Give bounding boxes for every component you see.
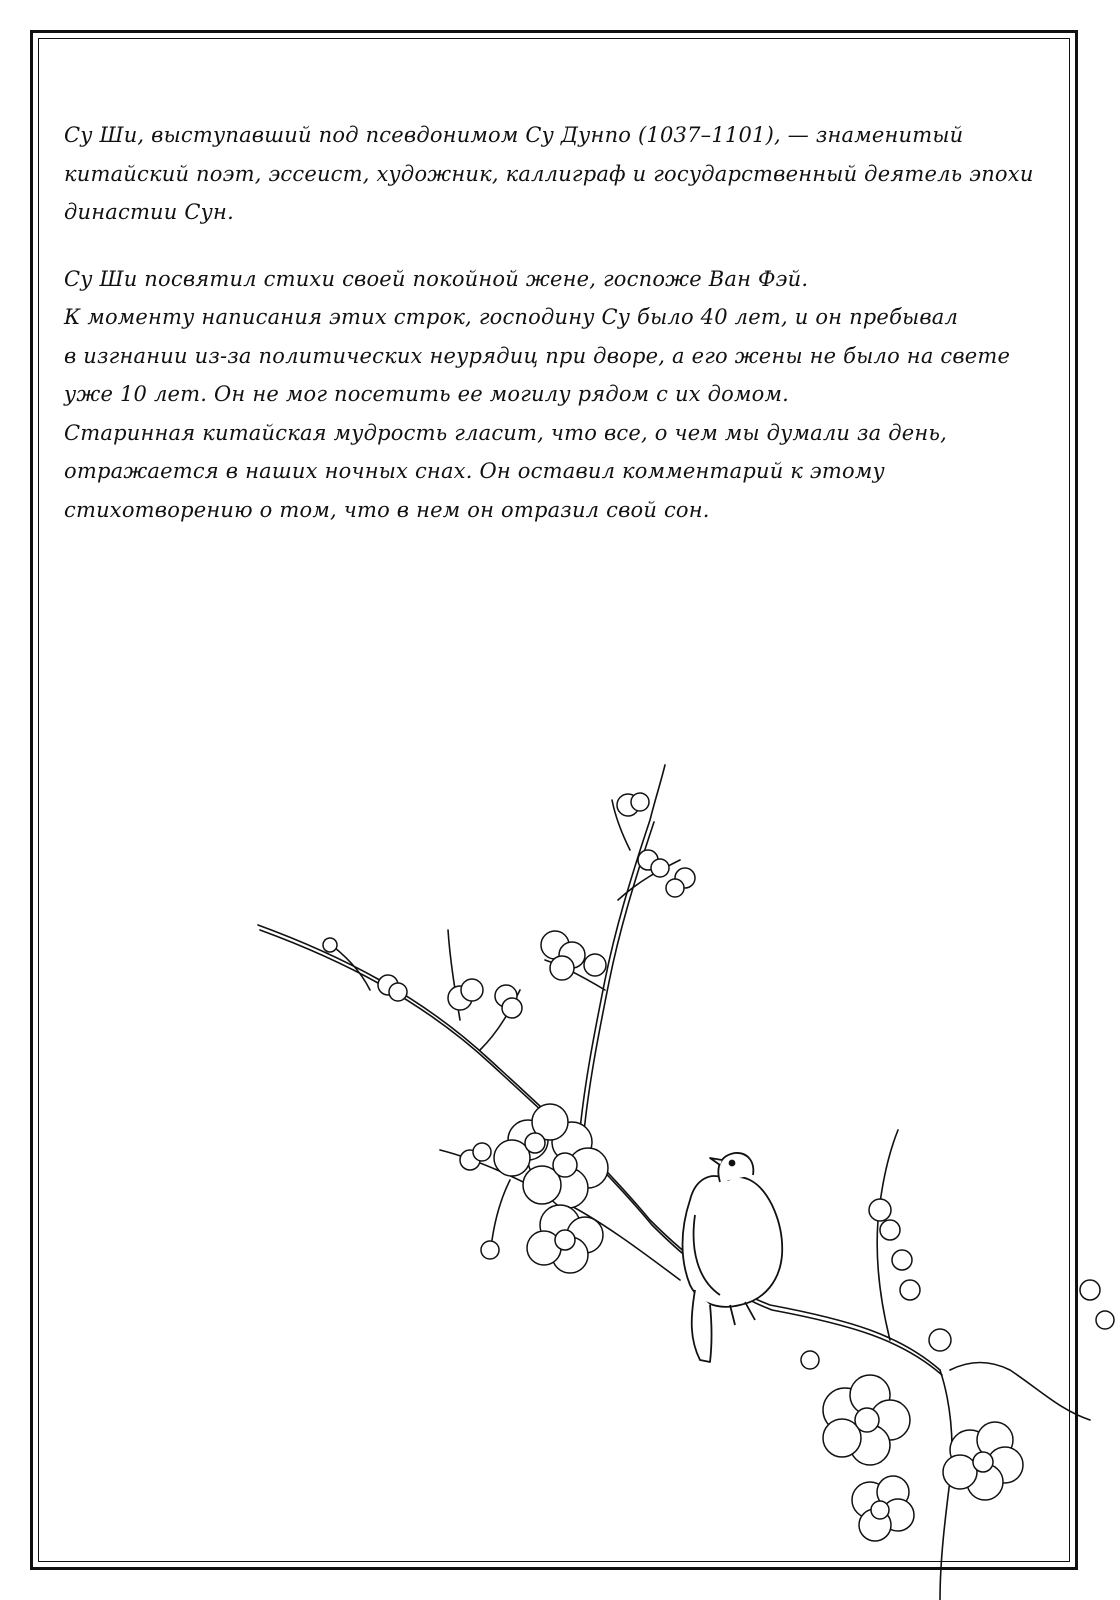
paragraph-2-line-4: уже 10 лет. Он не мог посетить ее могилу рядом с их домом. bbox=[64, 382, 789, 406]
paragraph-2-line-1: Су Ши посвятил стихи своей покойной жене, госпоже Ван Фэй. bbox=[64, 266, 809, 291]
right-branch-3 bbox=[950, 1363, 1090, 1421]
plum-blossom-svg bbox=[250, 760, 1120, 1600]
paragraph-2-line-2: К моменту написания этих строк, господину Су было 40 лет, и он пребывал bbox=[64, 305, 959, 329]
blossom-right-upper bbox=[801, 1199, 1114, 1369]
paragraph-2-line-5: Старинная китайская мудрость гласит, что все, о чем мы думали за день, bbox=[64, 420, 947, 445]
bird-head bbox=[718, 1153, 753, 1182]
paragraph-gap bbox=[64, 232, 1024, 260]
blossom-top bbox=[617, 793, 695, 897]
blossom-cluster-right-1 bbox=[823, 1375, 910, 1465]
paragraph-2-line-6: отражается в наших ночных снах. Он оставил комментарий к этому bbox=[64, 459, 885, 483]
blossom-cluster-right-3 bbox=[852, 1476, 914, 1541]
lower-twig bbox=[492, 1180, 510, 1240]
paragraph-1-line-3: династии Сун. bbox=[64, 200, 234, 224]
main-branch bbox=[258, 925, 940, 1370]
bird-eye bbox=[730, 1161, 735, 1166]
blossom-cluster-right-2 bbox=[943, 1422, 1023, 1500]
upper-twig bbox=[580, 765, 665, 1130]
paragraph-1-line-2: китайский поэт, эссеист, художник, каллиграф и государственный деятель эпохи bbox=[64, 161, 1034, 186]
blossom-lower-left bbox=[460, 1143, 499, 1259]
bird-icon bbox=[683, 1153, 783, 1362]
bird-body bbox=[683, 1176, 783, 1307]
bird-beak bbox=[710, 1158, 722, 1165]
paragraph-2-line-7: стихотворению о том, что в нем он отразил свой сон. bbox=[64, 497, 710, 522]
paragraph-2-line-3: в изгнании из-за политических неурядиц при дворе, а его жены не было на свете bbox=[64, 343, 1011, 368]
text-block bbox=[64, 116, 1034, 529]
paragraph-1-line-1: Су Ши, выступавший под псевдонимом Су Дунпо (1037–1101), — знаменитый bbox=[64, 123, 964, 147]
plum-blossom-illustration bbox=[250, 760, 1120, 1600]
blossom-cluster-4 bbox=[541, 931, 606, 980]
blossom-cluster-3 bbox=[527, 1205, 603, 1273]
